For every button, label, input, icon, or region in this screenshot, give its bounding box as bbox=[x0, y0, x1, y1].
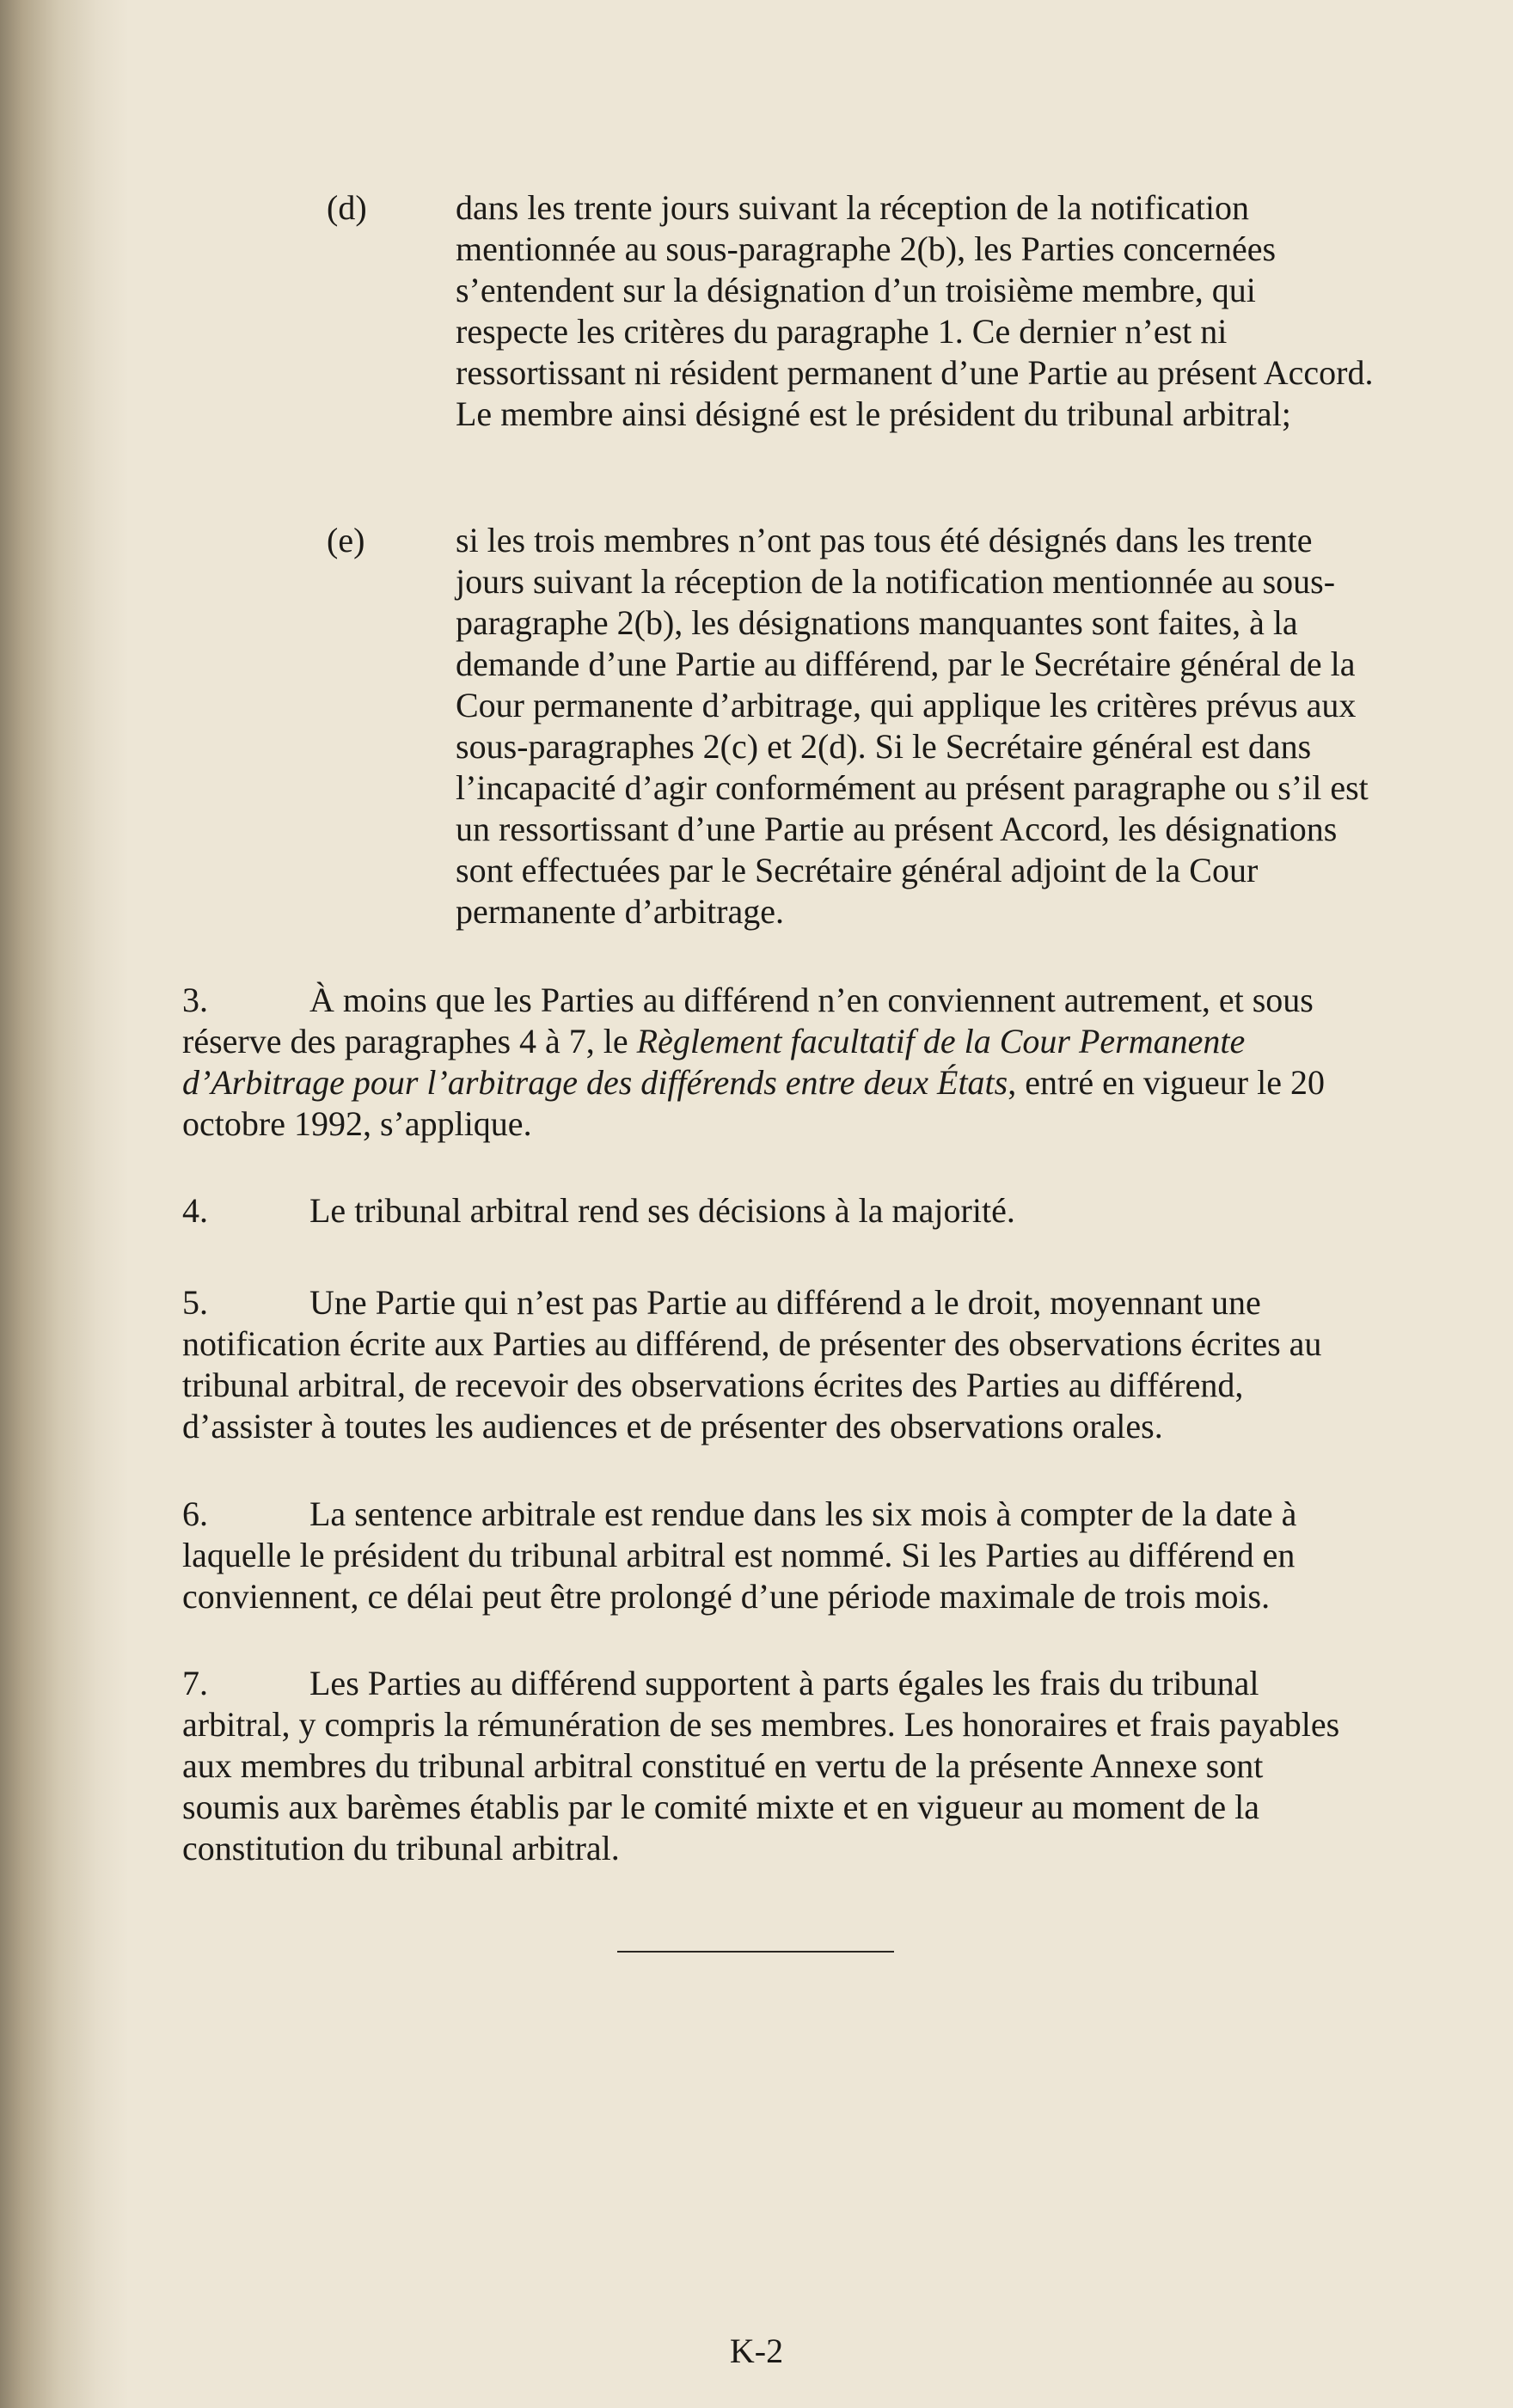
paragraph-6 bbox=[182, 1494, 1369, 1617]
paragraph-text: Les Parties au différend supportent à parts égales les frais du tribunal arbitral, y compris la rémunération de ses membres. Les honoraires et frais payables aux membres du tribunal arbitral constitué en vertu de la présente Annexe sont soumis aux barèmes établis par le comité mixte et en vigueur au moment de la constitution du tribunal arbitral. bbox=[182, 1664, 1340, 1867]
paragraph-number: 4. bbox=[182, 1191, 208, 1230]
paragraph-5 bbox=[182, 1282, 1369, 1447]
paragraph-number: 7. bbox=[182, 1664, 208, 1702]
paragraph-number: 6. bbox=[182, 1494, 208, 1533]
page-number: K-2 bbox=[729, 2332, 784, 2370]
paragraph-text-end: , entré en vigueur le 20 octobre 1992, s’applique. bbox=[182, 1063, 1325, 1143]
subparagraph-label: (d) bbox=[327, 188, 367, 227]
subparagraph-text: dans les trente jours suivant la réception de la notification mentionnée au sous-paragraphe 2(b), les Parties concernées s’entendent sur la désignation d’un troisième membre, qui respecte les critères du paragraphe 1. Ce dernier n’est ni ressortissant ni résident permanent d’une Partie au présent Accord. Le membre ainsi désigné est le président du tribunal arbitral; bbox=[456, 188, 1374, 433]
paragraph-text: Une Partie qui n’est pas Partie au différend a le droit, moyennant une notification écrite aux Parties au différend, de présenter des observations écrites au tribunal arbitral, de recevoir des observations écrites des Parties au différend, d’assister à toutes les audiences et de présenter des observations orales. bbox=[182, 1283, 1322, 1445]
subparagraph-label: (e) bbox=[327, 521, 365, 559]
paragraph-number: 5. bbox=[182, 1283, 208, 1322]
paragraph-text: À moins que les Parties au différend n’en conviennent autrement, et sous réserve des paragraphes 4 à 7, le bbox=[182, 981, 1314, 1060]
paragraph-number: 3. bbox=[182, 981, 208, 1019]
paragraph-text: La sentence arbitrale est rendue dans les six mois à compter de la date à laquelle le président du tribunal arbitral est nommé. Si les Parties au différend en conviennent, ce délai peut être prolongé d’une période maximale de trois mois. bbox=[182, 1494, 1297, 1616]
end-divider-rule bbox=[617, 1951, 894, 1953]
paragraph-4 bbox=[182, 1190, 1369, 1232]
paragraph-7 bbox=[182, 1663, 1369, 1869]
paragraph-text: Le tribunal arbitral rend ses décisions à la majorité. bbox=[309, 1191, 1015, 1230]
subparagraph-text: si les trois membres n’ont pas tous été désignés dans les trente jours suivant la réception de la notification mentionnée au sous-paragraphe 2(b), les désignations manquantes sont faites, à la demande d’une Partie au différend, par le Secrétaire général de la Cour permanente d’arbitrage, qui applique les critères prévus aux sous-paragraphes 2(c) et 2(d). Si le Secrétaire général est dans l’incapacité d’agir conformément au présent paragraphe ou s’il est un ressortissant d’une Partie au présent Accord, les désignations sont effectuées par le Secrétaire général adjoint de la Cour permanente d’arbitrage. bbox=[456, 521, 1369, 931]
rules-title-italic: Règlement facultatif de la Cour Permanente d’Arbitrage pour l’arbitrage des différends entre deux États bbox=[182, 1022, 1246, 1102]
paragraph-3 bbox=[182, 980, 1369, 1145]
